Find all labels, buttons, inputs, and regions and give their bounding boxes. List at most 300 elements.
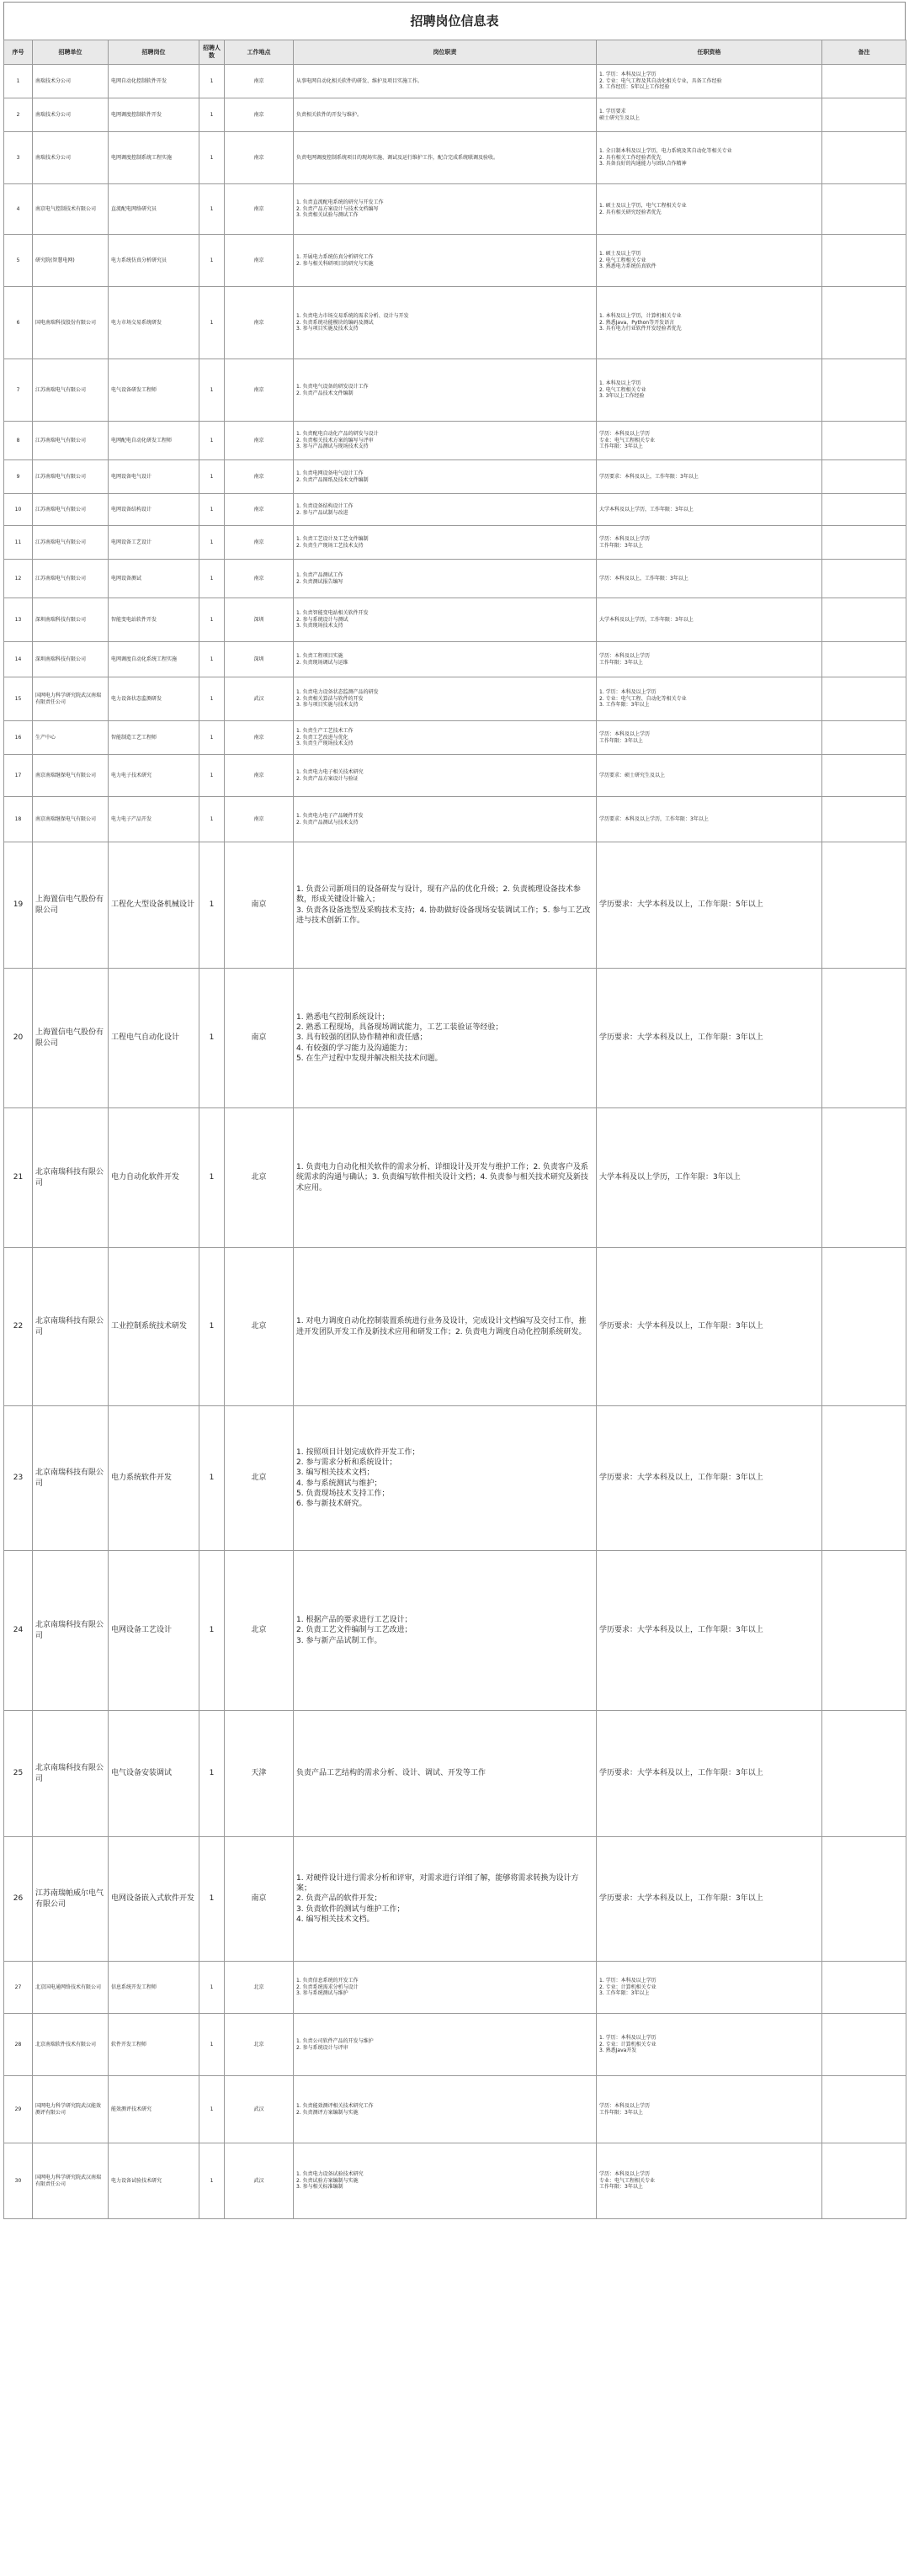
cell-place [225,98,294,132]
cell-post [109,1962,199,2014]
cell-place-text: 武汉 [253,2177,264,2184]
cell-req [597,184,822,235]
cell-duty-text: 1. 负责电力市场交易系统的需求分析、设计与开发 2. 负责系统功能模块的编码及测试 3. 参与项目实施及技术支持 [296,313,409,332]
cell-count-text: 1 [209,1033,215,1043]
cell-duty [294,1837,597,1962]
cell-req-text: 1. 全日制本科及以上学历，电力系统及其自动化等相关专业 2. 具有相关工作经验者优先 3. 具备良好的沟通能力与团队合作精神 [599,148,732,167]
cell-duty [294,1711,597,1837]
cell-place [225,1406,294,1551]
cell-duty-text: 1. 负责电力电子相关技术研究 2. 负责产品方案设计与验证 [296,769,364,782]
cell-no [4,560,33,598]
cell-count-text: 1 [210,506,214,513]
cell-unit [33,797,109,842]
table-header-row [4,40,906,65]
cell-req-text: 学历要求：本科及以上，工作年限：3年以上 [599,473,699,480]
cell-duty [294,642,597,677]
cell-no [4,526,33,560]
cell-req-text: 1. 学历：本科及以上学历 2. 专业：电气工程、自动化等相关专业 3. 工作年限：3年以上 [599,689,687,709]
cell-post-text: 电力设备试验技术研究 [111,2177,162,2184]
cell-duty-text: 1. 负责电气设备的研发设计工作 2. 负责产品技术文件编制 [296,384,369,396]
cell-post [109,1551,199,1711]
cell-count-text: 1 [210,1984,214,1990]
cell-count [199,1711,225,1837]
cell-count [199,842,225,969]
table-row [4,1551,906,1711]
cell-unit-text: 国网电力科学研究院武汉南瑞有限责任公司 [35,2175,102,2187]
table-row [4,1962,906,2014]
cell-duty-text: 负责电网调度控制系统项目的现场实施、调试及运行维护工作，配合完成系统联调及验收。 [296,154,499,161]
cell-place-text: 南京 [253,815,264,822]
cell-count-text: 1 [209,900,215,910]
cell-post-text: 信息系统开发工程师 [111,1984,157,1990]
table-row [4,797,906,842]
cell-note [822,969,906,1108]
cell-post-text: 能效测评技术研究 [111,2106,152,2112]
table-row [4,98,906,132]
cell-place [225,132,294,184]
cell-req-text: 学历：本科及以上学历 工作年限：3年以上 [599,2103,651,2116]
cell-req [597,1837,822,1962]
cell-count [199,598,225,642]
cell-place [225,2014,294,2076]
cell-duty-text: 1. 负责配电自动化产品的研发与设计 2. 负责相关技术方案的编写与评审 3. 参与产品测试与现场技术支持 [296,431,379,450]
cell-req [597,422,822,460]
cell-req-text: 学历要求：大学本科及以上，工作年限：3年以上 [599,1769,763,1778]
cell-no-text: 18 [14,815,22,822]
cell-count-text: 1 [210,656,214,662]
cell-post-text: 电网配电自动化研发工程师 [111,437,173,443]
cell-duty [294,2143,597,2219]
cell-note [822,422,906,460]
cell-no [4,287,33,359]
cell-place [225,65,294,98]
cell-count [199,460,225,494]
cell-unit-text: 江苏南瑞电气有限公司 [35,386,87,393]
cell-duty [294,1551,597,1711]
cell-post [109,842,199,969]
cell-duty-text: 1. 负责工程项目实施 2. 负责现场调试与运维 [296,653,348,666]
cell-count [199,494,225,526]
cell-req-text: 学历要求：本科及以上学历，工作年限：3年以上 [599,815,709,822]
cell-unit-text: 北京国电通网络技术有限公司 [35,1984,102,1990]
cell-req-text: 1. 学历要求 硕士研究生及以上 [599,109,641,121]
cell-place-text: 北京 [251,1474,267,1483]
cell-place [225,184,294,235]
header-note: 备注 [822,40,906,65]
cell-duty [294,1248,597,1406]
cell-count [199,560,225,598]
cell-unit [33,287,109,359]
table-row [4,2076,906,2143]
cell-count-text: 1 [209,1474,215,1483]
cell-req [597,560,822,598]
cell-unit-text: 南瑞技术分公司 [35,154,72,161]
cell-count-text: 1 [209,1769,215,1778]
cell-post-text: 电力电子产品开发 [111,815,152,822]
cell-req-text: 学历：本科及以上学历 工作年限：3年以上 [599,731,651,744]
cell-unit-text: 北京南瑞软件技术有限公司 [35,2041,97,2048]
cell-place-text: 南京 [253,77,264,84]
cell-note [822,235,906,287]
cell-count-text: 1 [210,437,214,443]
table-row [4,235,906,287]
cell-unit [33,132,109,184]
cell-no [4,184,33,235]
cell-req-text: 1. 学历：本科及以上学历 2. 专业：计算机相关专业 3. 工作年限：3年以上 [599,1978,656,1997]
table-row [4,1406,906,1551]
cell-place-text: 北京 [253,2041,264,2048]
cell-post-text: 电气设备安装调试 [111,1769,173,1778]
table-row [4,494,906,526]
cell-req [597,460,822,494]
cell-req-text: 学历要求：大学本科及以上，工作年限：3年以上 [599,1626,763,1635]
cell-count-text: 1 [210,575,214,582]
cell-post [109,422,199,460]
cell-place-text: 南京 [251,900,267,910]
cell-duty-text: 1. 负责能效测评相关技术研究工作 2. 负责测评方案编制与实施 [296,2103,374,2116]
cell-no [4,1248,33,1406]
cell-req [597,1108,822,1248]
cell-no-text: 9 [16,473,20,480]
cell-unit [33,642,109,677]
cell-no [4,677,33,721]
cell-place-text: 深圳 [253,616,264,623]
cell-unit-text: 深圳南瑞科技有限公司 [35,656,87,662]
cell-note [822,287,906,359]
cell-note [822,132,906,184]
header-place: 工作地点 [225,40,294,65]
cell-place [225,1711,294,1837]
cell-unit [33,526,109,560]
recruitment-table-page [3,2,906,2219]
cell-count-text: 1 [210,77,214,84]
cell-no [4,969,33,1108]
cell-no [4,1551,33,1711]
cell-req-text: 1. 硕士及以上学历，电气工程相关专业 2. 具有相关研究经验者优先 [599,203,687,215]
cell-unit [33,677,109,721]
cell-unit-text: 江苏南瑞电气有限公司 [35,437,87,443]
cell-place-text: 南京 [253,506,264,513]
cell-place [225,287,294,359]
job-table [3,40,906,2219]
cell-count [199,969,225,1108]
cell-no [4,721,33,755]
cell-count-text: 1 [210,257,214,263]
cell-unit-text: 南京电气控制技术有限公司 [35,205,97,212]
cell-place-text: 武汉 [253,695,264,702]
cell-place-text: 南京 [253,575,264,582]
cell-no [4,1837,33,1962]
cell-no-text: 11 [14,539,22,545]
cell-no [4,2014,33,2076]
cell-no-text: 27 [14,1984,22,1990]
cell-no-text: 23 [13,1474,24,1483]
cell-duty-text: 1. 负责公司新项目的设备研发与设计，现有产品的优化升级；2. 负责梳理设备技术参数，形成关键设计输入； 3. 负责各设备选型及采购技术支持；4. 协助做好设备现场安装调试工作；5. 参与工艺改进与技术创新工作。 [296,885,591,925]
cell-duty [294,797,597,842]
cell-post-text: 电力电子技术研究 [111,772,152,778]
cell-req [597,1962,822,2014]
cell-unit-text: 江苏南瑞电气有限公司 [35,539,87,545]
cell-count-text: 1 [209,1626,215,1635]
cell-req-text: 学历：本科及以上学历 专业：电气工程相关专业 工作年限：3年以上 [599,2171,656,2191]
cell-req [597,494,822,526]
cell-post [109,1248,199,1406]
cell-unit-text: 生产中心 [35,734,56,741]
cell-post-text: 工程电气自动化设计 [111,1033,180,1043]
cell-post [109,460,199,494]
cell-no [4,359,33,422]
table-row [4,642,906,677]
cell-duty-text: 从事电网自动化相关软件的研发、维护及项目实施工作。 [296,77,423,84]
cell-no [4,422,33,460]
cell-place-text: 南京 [253,539,264,545]
cell-unit [33,184,109,235]
cell-no-text: 15 [14,695,22,702]
table-row [4,422,906,460]
cell-no-text: 7 [16,386,20,393]
cell-unit-text: 江苏南瑞帕威尔电气有限公司 [35,1889,104,1909]
cell-no [4,235,33,287]
cell-unit-text: 研究院(智慧电网) [35,257,75,263]
cell-unit [33,560,109,598]
table-row [4,526,906,560]
cell-place-text: 南京 [253,154,264,161]
cell-note [822,1108,906,1248]
cell-unit-text: 北京南瑞科技有限公司 [35,1469,104,1488]
cell-req [597,359,822,422]
cell-place-text: 北京 [251,1626,267,1635]
cell-unit-text: 北京南瑞科技有限公司 [35,1168,104,1187]
cell-duty [294,1406,597,1551]
cell-req-text: 学历：本科及以上学历 工作年限：3年以上 [599,653,651,666]
table-row [4,1248,906,1406]
cell-note [822,460,906,494]
cell-count [199,422,225,460]
cell-note [822,494,906,526]
cell-unit-text: 国网电力科学研究院武汉南瑞有限责任公司 [35,693,102,705]
cell-req-text: 学历要求：大学本科及以上，工作年限：3年以上 [599,1322,763,1331]
cell-note [822,598,906,642]
cell-unit [33,1962,109,2014]
cell-req [597,797,822,842]
cell-note [822,98,906,132]
cell-post [109,526,199,560]
cell-duty-text: 1. 负责产品测试工作 2. 负责测试报告编写 [296,572,343,585]
cell-place [225,359,294,422]
cell-no [4,460,33,494]
cell-post-text: 电力系统软件开发 [111,1474,173,1483]
cell-unit-text: 北京南瑞科技有限公司 [35,1764,104,1783]
cell-count [199,1962,225,2014]
header-no: 序号 [4,40,33,65]
cell-place-text: 南京 [253,772,264,778]
cell-count-text: 1 [209,1322,215,1331]
header-post: 招聘岗位 [109,40,199,65]
cell-count-text: 1 [209,1173,215,1182]
cell-unit-text: 南京南瑞继保电气有限公司 [35,772,97,778]
cell-unit [33,2014,109,2076]
cell-note [822,526,906,560]
cell-count-text: 1 [210,2177,214,2184]
cell-no [4,98,33,132]
cell-count [199,132,225,184]
cell-no-text: 30 [14,2177,22,2184]
cell-req-text: 学历：本科及以上学历 工作年限：3年以上 [599,536,651,549]
cell-duty [294,65,597,98]
cell-no-text: 25 [13,1769,24,1778]
cell-place [225,721,294,755]
cell-place [225,494,294,526]
cell-duty-text: 负责相关软件的开发与维护。 [296,111,363,118]
cell-duty [294,132,597,184]
table-row [4,1711,906,1837]
cell-note [822,1711,906,1837]
cell-place [225,598,294,642]
cell-duty [294,969,597,1108]
table-row [4,287,906,359]
cell-duty-text: 负责产品工艺结构的需求分析、设计、调试、开发等工作 [296,1769,486,1778]
cell-no-text: 4 [16,205,20,212]
table-row [4,65,906,98]
cell-post-text: 电网自动化控制软件开发 [111,77,167,84]
cell-req [597,598,822,642]
cell-unit [33,755,109,797]
cell-no-text: 24 [13,1626,24,1635]
cell-req-text: 大学本科及以上学历，工作年限：3年以上 [599,506,694,513]
cell-req-text: 大学本科及以上学历，工作年限：3年以上 [599,616,694,623]
cell-count-text: 1 [210,473,214,480]
cell-no [4,1711,33,1837]
cell-post-text: 电网调度控制系统工程实施 [111,154,173,161]
cell-unit [33,98,109,132]
cell-place [225,1962,294,2014]
cell-duty-text: 1. 负责电力设备状态监测产品的研发 2. 负责相关算法与软件的开发 3. 参与项目实施与技术支持 [296,689,379,709]
table-row [4,2014,906,2076]
cell-no-text: 8 [16,437,20,443]
cell-post [109,1406,199,1551]
cell-no-text: 14 [14,656,22,662]
table-row [4,969,906,1108]
cell-post-text: 电力系统仿真分析研究员 [111,257,167,263]
cell-unit-text: 北京南瑞科技有限公司 [35,1621,104,1640]
cell-note [822,2076,906,2143]
table-row [4,1837,906,1962]
cell-req [597,1711,822,1837]
table-row [4,2143,906,2219]
cell-duty [294,1108,597,1248]
cell-place [225,560,294,598]
cell-post-text: 工程化大型设备机械设计 [111,900,195,910]
cell-req [597,969,822,1108]
cell-req [597,842,822,969]
cell-count [199,2014,225,2076]
cell-duty [294,460,597,494]
cell-note [822,797,906,842]
table-row [4,721,906,755]
cell-unit-text: 江苏南瑞电气有限公司 [35,575,87,582]
cell-req [597,287,822,359]
cell-post [109,2014,199,2076]
cell-duty-text: 1. 负责电网设备电气设计工作 2. 负责产品图纸及技术文件编制 [296,470,369,483]
cell-post [109,287,199,359]
cell-count-text: 1 [210,772,214,778]
cell-unit [33,235,109,287]
cell-count [199,2076,225,2143]
cell-count-text: 1 [210,111,214,118]
header-unit: 招聘单位 [33,40,109,65]
cell-duty-text: 1. 负责电力电子产品硬件开发 2. 负责产品测试与技术支持 [296,813,364,826]
cell-place-text: 南京 [253,319,264,326]
cell-place-text: 南京 [253,386,264,393]
cell-no-text: 20 [13,1033,24,1043]
cell-post-text: 直流配电网络研究员 [111,205,157,212]
header-duty: 岗位职责 [294,40,597,65]
table-row [4,132,906,184]
cell-no [4,755,33,797]
cell-post-text: 智能变电站软件开发 [111,616,157,623]
page-title: 招聘岗位信息表 [3,2,906,40]
cell-duty-text: 1. 熟悉电气控制系统设计； 2. 熟悉工程现场，具备现场调试能力，工艺工装验证等经验； 3. 具有较强的团队协作精神和责任感； 4. 有较强的学习能力及沟通能力； 5. 在生产过程中发现并解决相关技术问题。 [296,1013,503,1063]
cell-count-text: 1 [210,616,214,623]
cell-no-text: 12 [14,575,22,582]
cell-unit-text: 江苏南瑞电气有限公司 [35,506,87,513]
cell-req-text: 学历要求：大学本科及以上，工作年限：3年以上 [599,1894,763,1904]
table-row [4,677,906,721]
cell-duty [294,184,597,235]
cell-post [109,721,199,755]
cell-count-text: 1 [210,2106,214,2112]
cell-count [199,526,225,560]
cell-post [109,2076,199,2143]
cell-count [199,2143,225,2219]
cell-unit [33,1711,109,1837]
cell-place-text: 北京 [251,1322,267,1331]
cell-count [199,755,225,797]
cell-req [597,677,822,721]
cell-no-text: 1 [16,77,20,84]
cell-place-text: 天津 [251,1769,267,1778]
cell-place [225,969,294,1108]
cell-unit-text: 国网电力科学研究院武汉能效测评有限公司 [35,2103,102,2116]
cell-count [199,721,225,755]
cell-no [4,1962,33,2014]
cell-place [225,422,294,460]
cell-req [597,1406,822,1551]
cell-unit [33,1108,109,1248]
cell-place-text: 北京 [253,1984,264,1990]
cell-req [597,2076,822,2143]
cell-count-text: 1 [210,539,214,545]
cell-duty-text: 1. 对电力调度自动化控制装置系统进行业务及设计，完成设计文档编写及交付工作，推进开发团队开发工作及新技术应用和研发工作；2. 负责电力调度自动化控制系统研发。 [296,1317,587,1336]
cell-unit-text: 北京南瑞科技有限公司 [35,1317,104,1336]
cell-place-text: 武汉 [253,2106,264,2112]
cell-note [822,184,906,235]
cell-note [822,1962,906,2014]
cell-unit [33,65,109,98]
cell-count [199,642,225,677]
cell-place [225,235,294,287]
table-row [4,755,906,797]
cell-no [4,642,33,677]
cell-post-text: 电网设备嵌入式软件开发 [111,1894,195,1904]
cell-req [597,721,822,755]
cell-post-text: 软件开发工程师 [111,2041,147,2048]
cell-no-text: 21 [13,1173,24,1182]
cell-no-text: 22 [13,1322,24,1331]
cell-duty-text: 1. 负责工艺设计及工艺文件编制 2. 负责生产现场工艺技术支持 [296,536,369,549]
cell-count-text: 1 [210,734,214,741]
header-req: 任职资格 [597,40,822,65]
